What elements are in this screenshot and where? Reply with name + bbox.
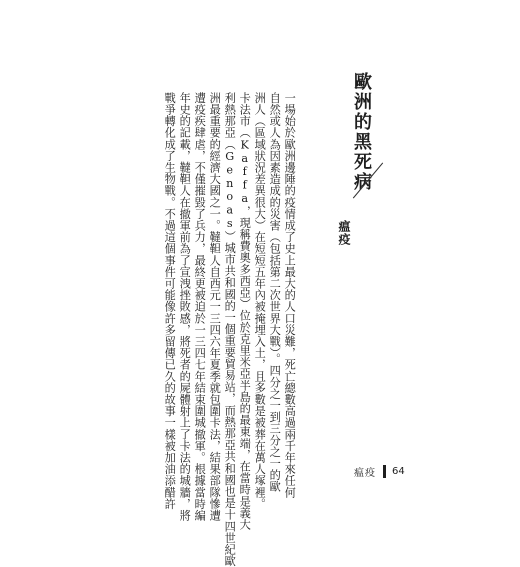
text-column: 洲最重要的經濟大國之一。韃靼人自西元一三四六年夏季就包圍卡法，結果部隊慘遭 (208, 92, 222, 522)
page-number: 64 (392, 466, 405, 477)
footer-chapter-label: 瘟疫 (354, 468, 376, 479)
chapter-title: 歐洲的黑死病 (351, 72, 372, 192)
text-column: 自然或人為因素造成的災害（包括第二次世界大戰）。四分之一到三分之一的歐 (268, 92, 282, 493)
footer-divider-bar (383, 465, 386, 478)
text-column: 一場始於歐洲邊陲的疫情成了史上最大的人口災難，死亡總數高過兩千年來任何 (283, 92, 297, 498)
chapter-subtitle: 瘟疫 (337, 220, 351, 246)
text-column: 遭疫疾肆虐，不僅摧毀了兵力，最終更被迫於一三四七年結束圍城撤軍。根據當時編 (193, 92, 207, 522)
text-column: 洲人（區域狀況差異很大）在短短五年內被掩埋入土，且多數是被葬在萬人塚裡。 (253, 92, 267, 510)
text-column: 卡法市（Kaffa，現稱費奧多西亞）位於克里米亞半島的最東端，在當時是義大 (238, 92, 252, 531)
text-column: 年史的記載，韃靼人在撤軍前為了宣洩挫敗感，將死者的屍體射上了卡法的城牆，將 (178, 92, 192, 522)
page-footer (354, 464, 405, 479)
text-column: 利熱那亞（Genoas）城市共和國的一個重要貿易站，而熱那亞共和國也是十四世紀歐 (223, 92, 237, 567)
text-column: 戰爭轉化成了生物戰。不過這個事件可能像許多留傳已久的故事一樣被加油添醋許 (163, 92, 177, 510)
